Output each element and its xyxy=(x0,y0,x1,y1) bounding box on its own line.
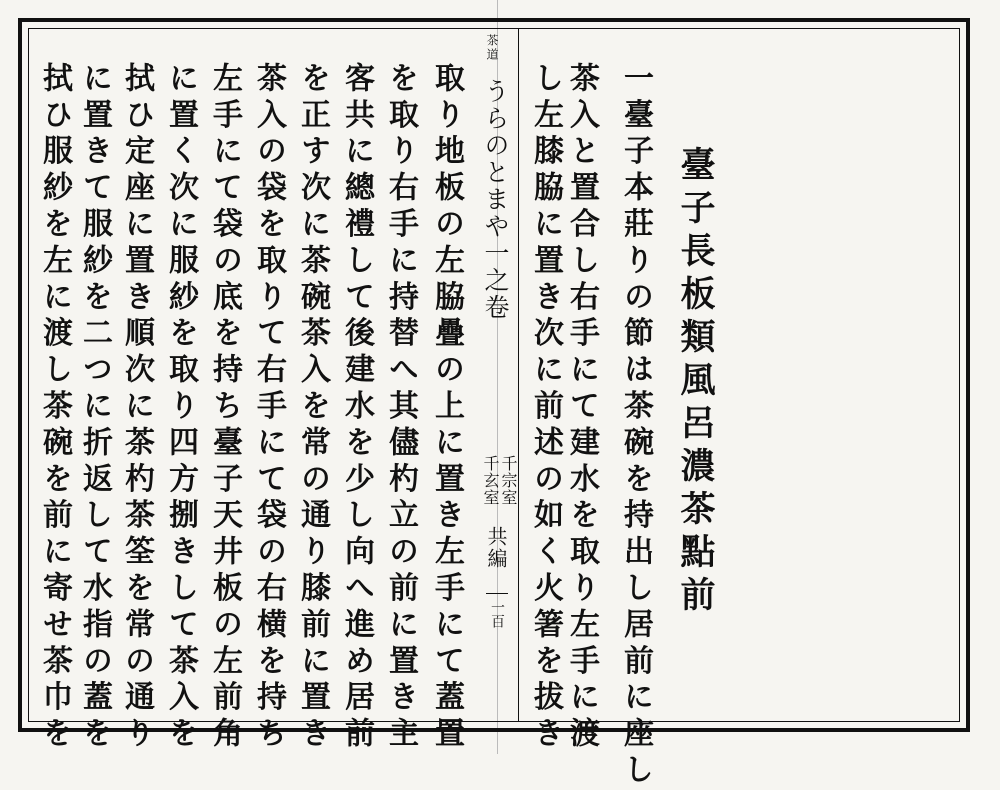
body-column-10: に置く次に服紗を取り四方捌きして茶入を xyxy=(163,62,198,754)
body-column-13: 拭ひ服紗を左に渡し茶碗を前に寄せ茶巾を xyxy=(37,62,72,754)
running-header-title: うらのとまや一之卷 xyxy=(481,78,510,321)
body-column-9: 左手にて袋の底を持ち臺子天井板の左前角 xyxy=(207,62,242,754)
running-header-author-2: 千宗室 xyxy=(499,455,518,506)
section-title: 臺子長板類風呂濃茶點前 xyxy=(675,146,716,619)
body-column-12: に置きて服紗を二つに折返して水指の蓋を xyxy=(77,62,112,754)
body-column-8: 茶入の袋を取りて右手にて袋の右横を持ち xyxy=(251,62,286,754)
running-header-editors: 共編 xyxy=(484,526,508,570)
spine-divider xyxy=(518,28,519,722)
page-number-rule xyxy=(486,593,508,594)
running-header-author-1: 千玄室 xyxy=(481,455,500,506)
body-column-11: 拭ひ定座に置き順次に茶杓茶筌を常の通り xyxy=(119,62,154,754)
body-column-2: 茶入と置合し右手にて建水を取り左手に渡 xyxy=(564,62,599,754)
body-column-5: を取り右手に持替へ其儘杓立の前に置き主 xyxy=(383,62,418,754)
page-number: 一百 xyxy=(489,600,505,628)
running-header-series: 茶道 xyxy=(485,34,499,62)
body-column-7: を正す次に茶碗茶入を常の通り膝前に置き xyxy=(295,62,330,754)
body-column-6: 客共に總禮して後建水を少し向へ進め居前 xyxy=(339,62,374,754)
body-column-3: し左膝脇に置き次に前述の如く火箸を拔き xyxy=(528,62,563,754)
body-column-1: 一臺子本莊りの節は茶碗を持出し居前に座し xyxy=(618,62,653,790)
body-column-4: 取り地板の左脇疊の上に置き左手にて蓋置 xyxy=(429,62,464,754)
